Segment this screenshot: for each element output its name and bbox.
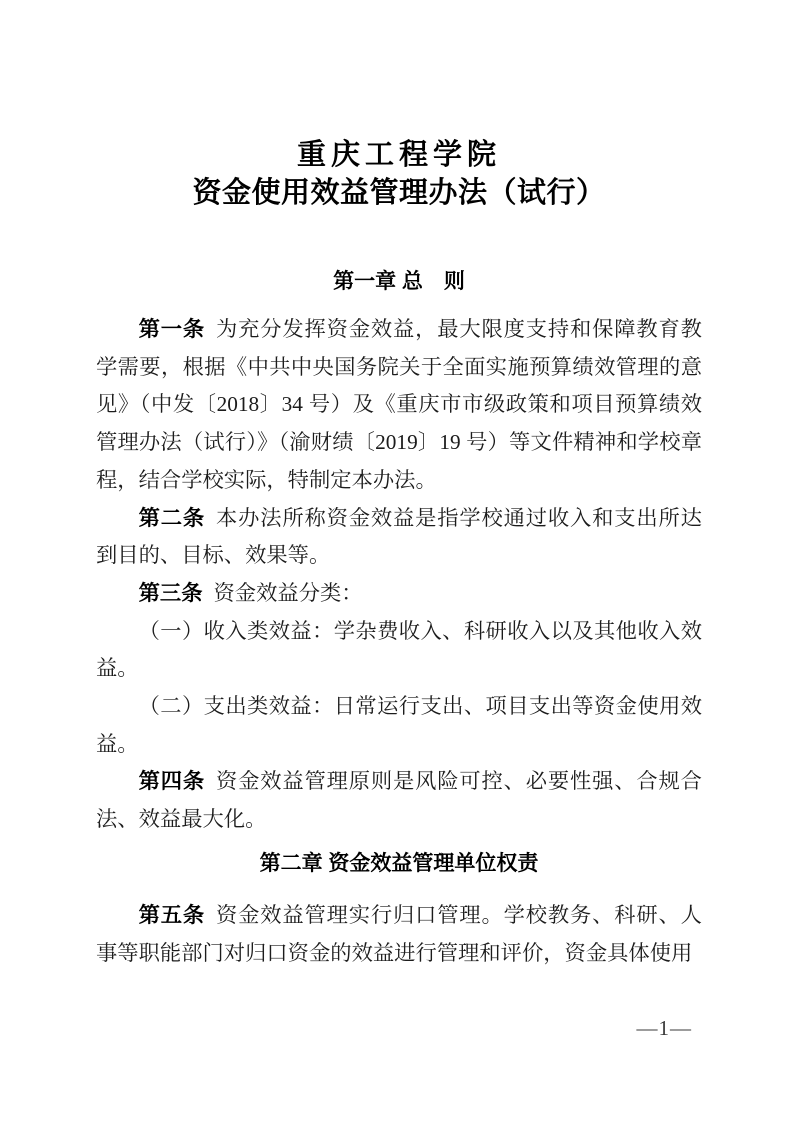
article-4-label: 第四条 — [138, 769, 205, 794]
chapter-2-body — [96, 897, 702, 972]
page-number: —1— — [636, 1016, 692, 1040]
article-5-paragraph — [96, 897, 702, 972]
article-3-item-2-paragraph — [96, 688, 702, 763]
article-2-label: 第二条 — [138, 505, 205, 530]
article-4-text: 资金效益管理原则是风险可控、必要性强、合规合法、效益最大化。 — [96, 769, 702, 832]
article-2-text: 本办法所称资金效益是指学校通过收入和支出所达到目的、目标、效果等。 — [96, 505, 702, 568]
article-1-paragraph — [96, 311, 702, 500]
chapter-1-body — [96, 311, 702, 839]
article-1-text: 为充分发挥资金效益，最大限度支持和保障教育教学需要，根据《中共中央国务院关于全面实施预算绩效管理的意见》（中发〔2018〕34 号）及《重庆市市级政策和项目预算绩效管理办法（试行）》（渝财绩〔2019〕19 号）等文件精神和学校章程，结合学校实际，特制定本办法。 — [96, 317, 702, 492]
document-title — [96, 136, 702, 212]
article-3-item-1-text: （一）收入类效益：学杂费收入、科研收入以及其他收入效益。 — [96, 618, 702, 681]
article-5-label: 第五条 — [138, 902, 205, 927]
document-content — [96, 136, 702, 972]
article-3-text: 资金效益分类： — [213, 580, 363, 605]
chapter-2-heading: 第二章 资金效益管理单位权责 — [259, 851, 539, 875]
chapter-1-heading: 第一章 总 则 — [333, 270, 465, 293]
article-3-item-1-paragraph — [96, 613, 702, 688]
document-title-line1: 重庆工程学院 — [296, 139, 501, 171]
article-3-label: 第三条 — [138, 580, 203, 605]
article-4-paragraph — [96, 763, 702, 838]
article-3-item-2-text: （二）支出类效益：日常运行支出、项目支出等资金使用效益。 — [96, 694, 702, 756]
article-2-paragraph — [96, 500, 702, 575]
document-title-line2: 资金使用效益管理办法（试行） — [192, 177, 606, 209]
article-1-label: 第一条 — [138, 317, 205, 341]
article-5-text: 资金效益管理实行归口管理。学校教务、科研、人事等职能部门对归口资金的效益进行管理和评价，资金具体使用 — [96, 902, 702, 965]
article-3-paragraph — [96, 575, 702, 613]
